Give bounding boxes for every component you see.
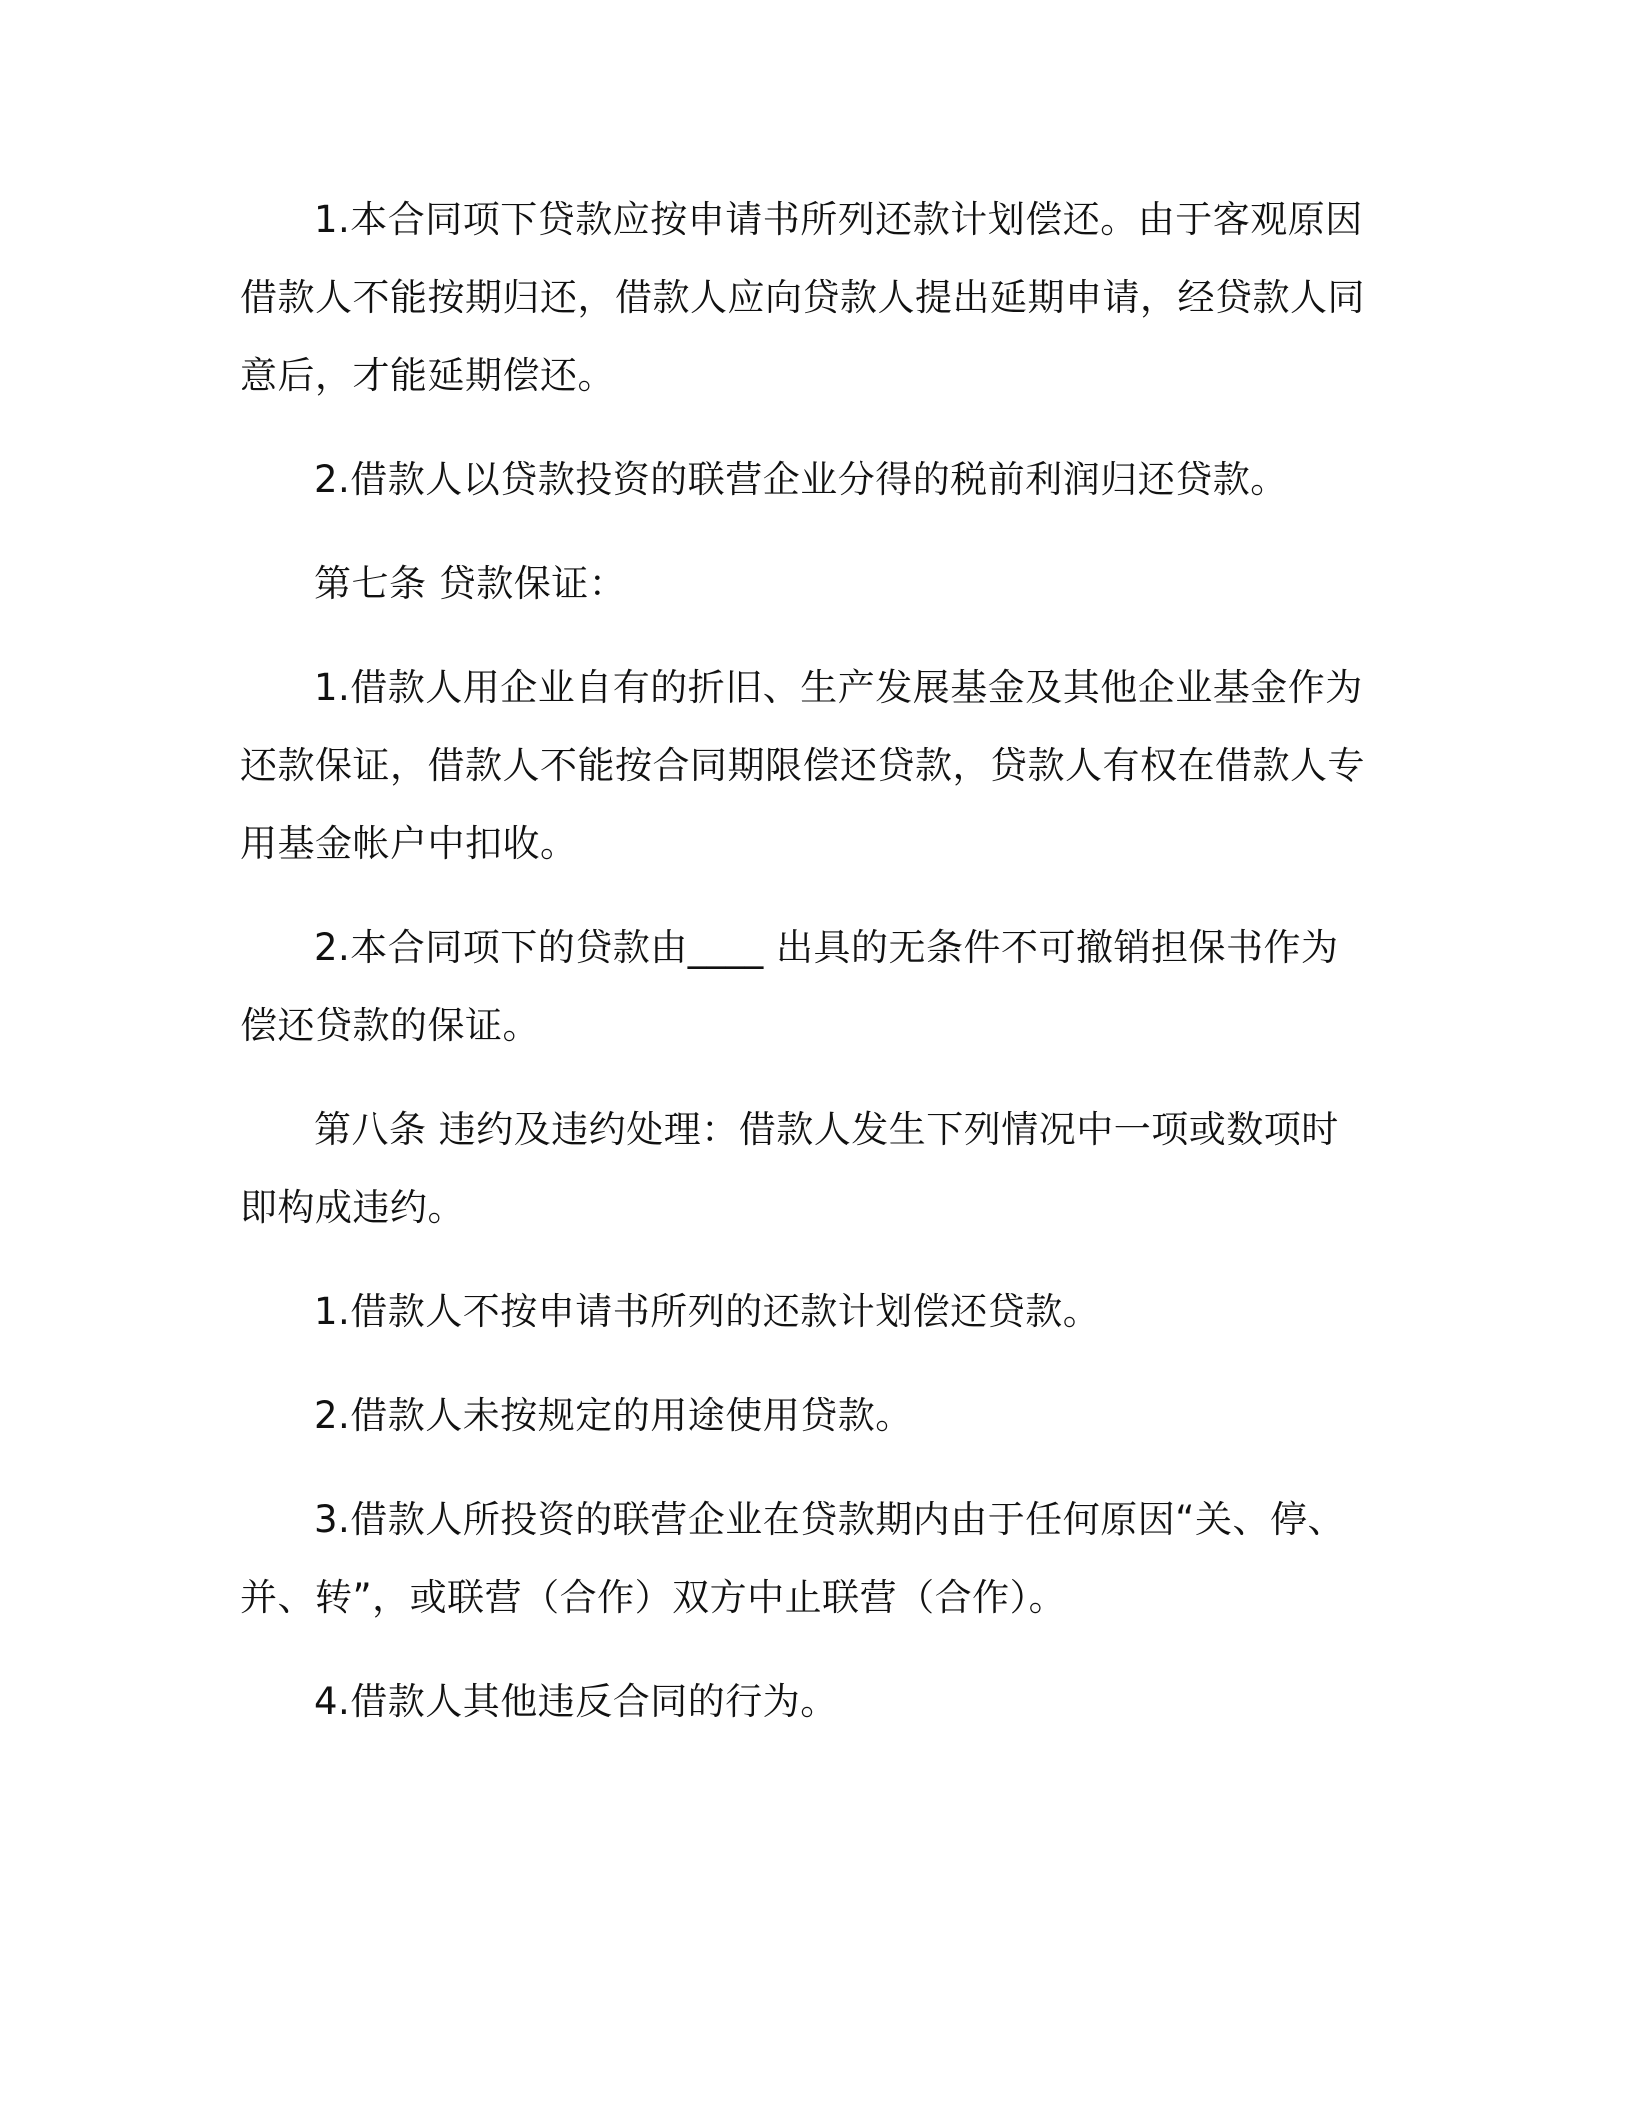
paragraph-breach-4: 4.借款人其他违反合同的行为。 [314,1680,838,1723]
paragraph-repayment-schedule: 1.本合同项下贷款应按申请书所列还款计划偿还。由于客观原因借款人不能按期归还，借款人应向贷款人提出延期申请，经贷款人同意后，才能延期偿还。 [240,198,1365,397]
heading-article-7: 第七条 贷款保证： [314,562,627,605]
paragraph-guarantee-letter: 2.本合同项下的贷款由____ 出具的无条件不可撤销担保书作为偿还贷款的保证。 [240,926,1339,1047]
paragraph-breach-2: 2.借款人未按规定的用途使用贷款。 [314,1394,913,1437]
heading-article-8: 第八条 违约及违约处理：借款人发生下列情况中一项或数项时即构成违约。 [240,1108,1339,1229]
document-body [240,181,1370,1767]
paragraph-fund-guarantee: 1.借款人用企业自有的折旧、生产发展基金及其他企业基金作为还款保证，借款人不能按合同期限偿还贷款，贷款人有权在借款人专用基金帐户中扣收。 [240,666,1365,865]
paragraph-breach-1: 1.借款人不按申请书所列的还款计划偿还贷款。 [314,1290,1101,1333]
paragraph-profit-repayment: 2.借款人以贷款投资的联营企业分得的税前利润归还贷款。 [314,458,1288,501]
paragraph-breach-3: 3.借款人所投资的联营企业在贷款期内由于任何原因“关、停、并、转”，或联营（合作）双方中止联营（合作）。 [240,1498,1345,1619]
